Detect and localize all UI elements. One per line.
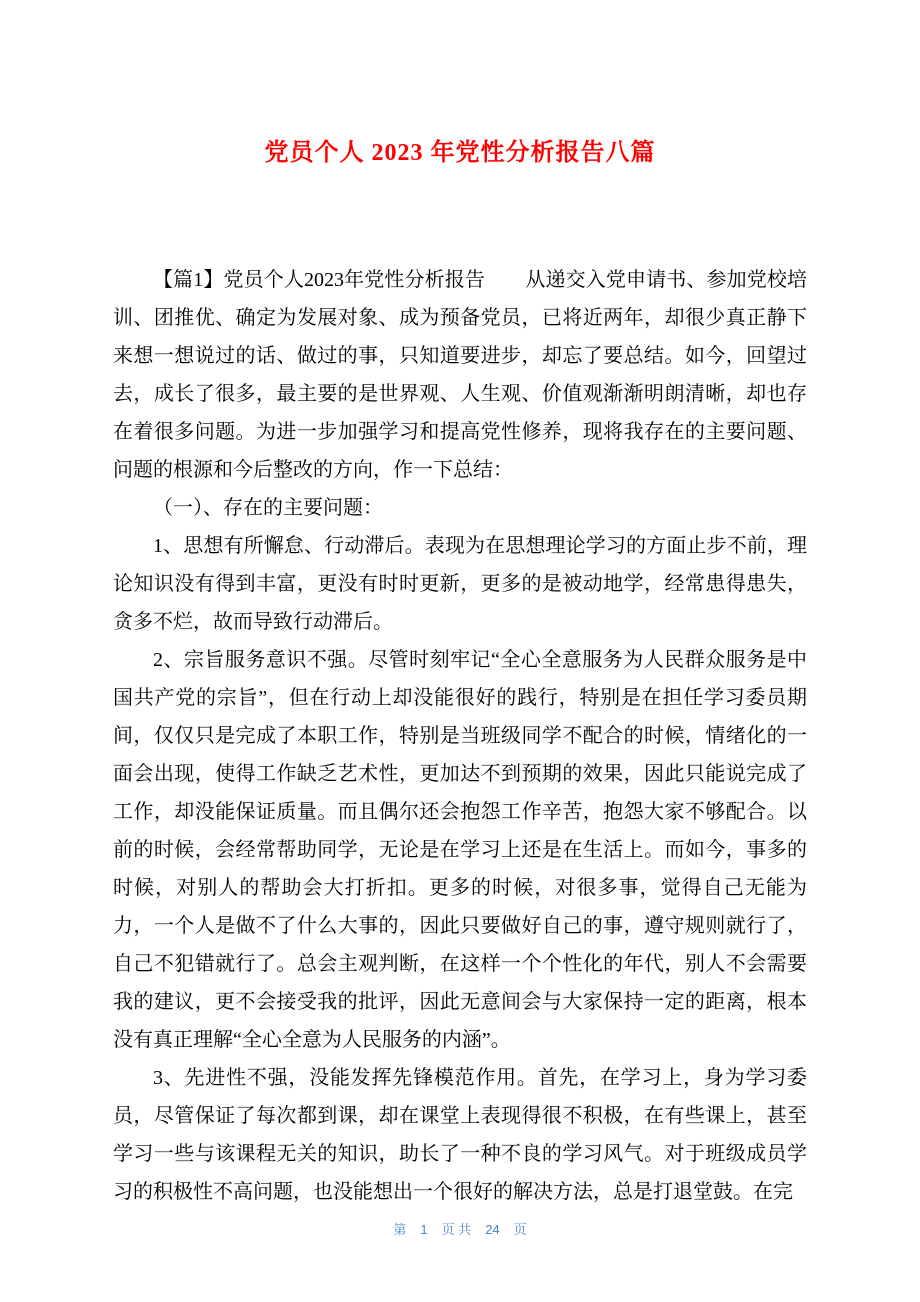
- paragraph-section-heading: （一）、存在的主要问题：: [153, 497, 383, 519]
- footer-label-suffix: 页: [513, 1222, 527, 1237]
- footer-total-pages: 24: [485, 1222, 500, 1237]
- document-body: [113, 261, 807, 1211]
- paragraph-item-1: 1、思想有所懈怠、行动滞后。表现为在思想理论学习的方面止步不前，理论知识没有得到丰富，更没有时时更新，更多的是被动地学，经常患得患失，贪多不烂，故而导致行动滞后。: [113, 535, 807, 633]
- footer-current-page: 1: [420, 1222, 428, 1237]
- paragraph-item-3: 3、先进性不强，没能发挥先锋模范作用。首先，在学习上，身为学习委员，尽管保证了每次都到课，却在课堂上表现得很不积极，在有些课上，甚至学习一些与该课程无关的知识，助长了一种不良的学习风气。对于班级成员学习的积极性不高问题，也没能想出一个很好的解决方法，总是打退堂鼓。在完: [113, 1067, 807, 1203]
- paragraph-item-2: 2、宗旨服务意识不强。尽管时刻牢记“全心全意服务为人民群众服务是中国共产党的宗旨”，但在行动上却没能很好的践行，特别是在担任学习委员期间，仅仅只是完成了本职工作，特别是当班级同学不配合的时候，情绪化的一面会出现，使得工作缺乏艺术性，更加达不到预期的效果，因此只能说完成了工作，却没能保证质量。而且偶尔还会抱怨工作辛苦，抱怨大家不够配合。以前的时候，会经常帮助同学，无论是在学习上还是在生活上。而如今，事多的时候，对别人的帮助会大打折扣。更多的时候，对很多事，觉得自己无能为力，一个人是做不了什么大事的，因此只要做好自己的事，遵守规则就行了，自己不犯错就行了。总会主观判断，在这样一个个性化的年代，别人不会需要我的建议，更不会接受我的批评，因此无意间会与大家保持一定的距离，根本没有真正理解“全心全意为人民服务的内涵”。: [113, 649, 807, 1051]
- footer-label-prefix: 第: [393, 1222, 407, 1237]
- paragraph-intro: 【篇1】党员个人2023年党性分析报告 从递交入党申请书、参加党校培训、团推优、确定为发展对象、成为预备党员，已将近两年，却很少真正静下来想一想说过的话、做过的事，只知道要进步，却忘了要总结。如今，回望过去，成长了很多，最主要的是世界观、人生观、价值观渐渐明朗清晰，却也存在着很多问题。为进一步加强学习和提高党性修养，现将我存在的主要问题、问题的根源和今后整改的方向，作一下总结：: [113, 269, 807, 481]
- page-footer: [0, 1219, 920, 1238]
- footer-label-middle: 页 共: [441, 1222, 472, 1237]
- document-title: 党员个人 2023 年党性分析报告八篇: [264, 140, 656, 166]
